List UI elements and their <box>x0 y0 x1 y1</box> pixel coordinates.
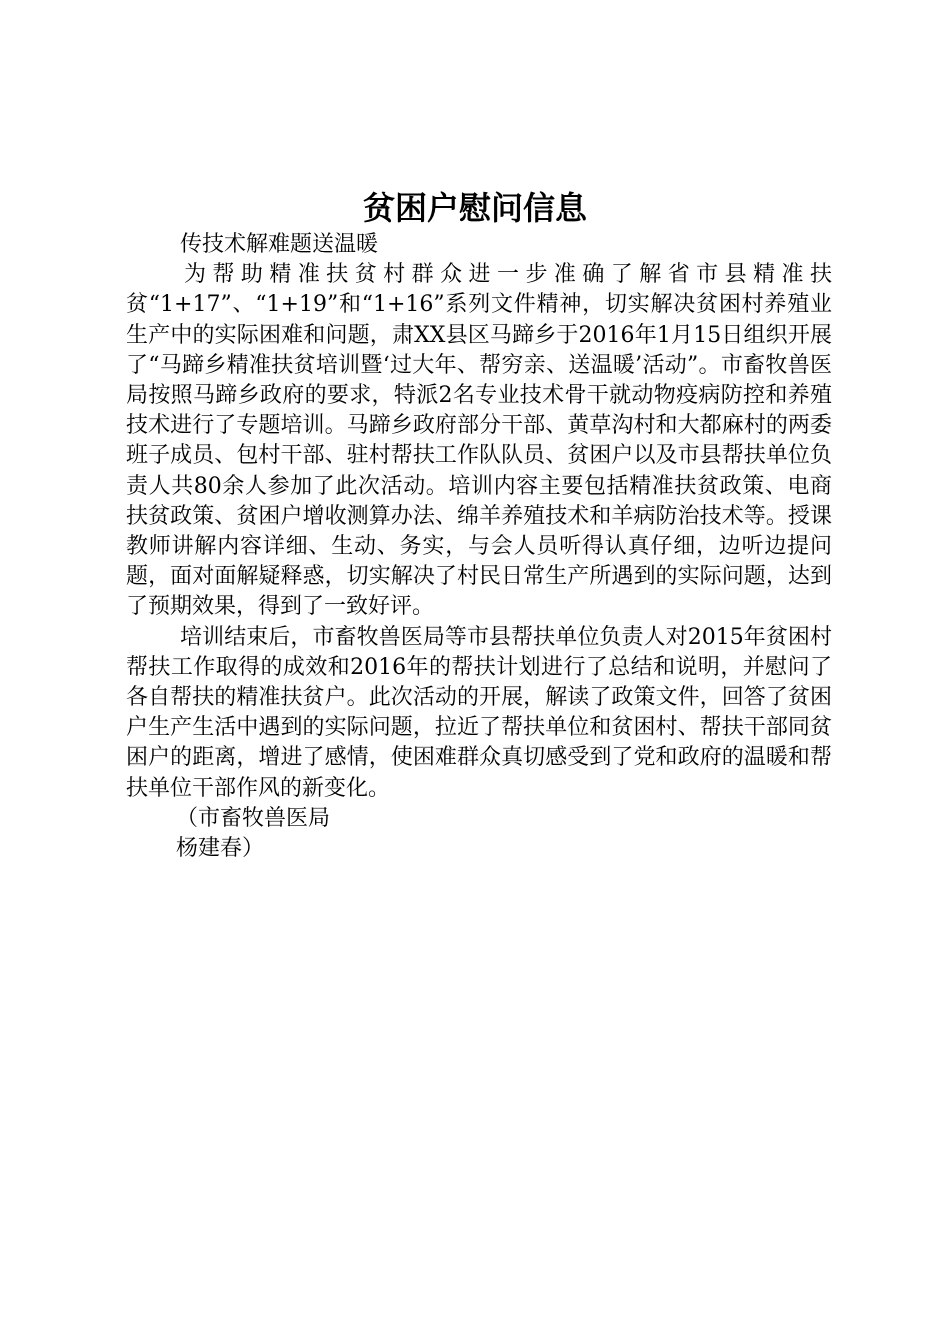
signature-organization: （市畜牧兽医局 <box>176 805 331 831</box>
document-title: 贫困户慰问信息 <box>362 189 587 227</box>
paragraph-1: 为帮助精准扶贫村群众进一步准确了解省市县精准扶贫“1+17”、“1+19”和“1+16”系列文件精神，切实解决贫困村养殖业生产中的实际困难和问题，肃XX县区马蹄乡于2016年1月15日组织开展了“马蹄乡精准扶贫培训暨‘过大年、帮穷亲、送温暖’活动”。市畜牧兽医局按照马蹄乡政府的要求，特派2名专业技术骨干就动物疫病防控和养殖技术进行了专题培训。马蹄乡政府部分干部、黄草沟村和大都麻村的两委班子成员、包村干部、驻村帮扶工作队队员、贫困户以及市县帮扶单位负责人共80余人参加了此次活动。培训内容主要包括精准扶贫政策、电商扶贫政策、贫困户增收测算办法、绵羊养殖技术和羊病防治技术等。授课教师讲解内容详细、生动、务实，与会人员听得认真仔细，边听边提问题，面对面解疑释惑，切实解决了村民日常生产所遇到的实际问题，达到了预期效果，得到了一致好评。 <box>126 262 832 620</box>
document-subtitle: 传技术解难题送温暖 <box>180 232 379 257</box>
signature-author: 杨建春） <box>176 836 265 862</box>
document-body <box>126 230 832 864</box>
paragraph-2: 培训结束后，市畜牧兽医局等市县帮扶单位负责人对2015年贫困村帮扶工作取得的成效和2016年的帮扶计划进行了总结和说明，并慰问了各自帮扶的精准扶贫户。此次活动的开展，解读了政策文件，回答了贫困户生产生活中遇到的实际问题，拉近了帮扶单位和贫困村、帮扶干部同贫困户的距离，增进了感情，使困难群众真切感受到了党和政府的温暖和帮扶单位干部作风的新变化。 <box>126 624 832 801</box>
